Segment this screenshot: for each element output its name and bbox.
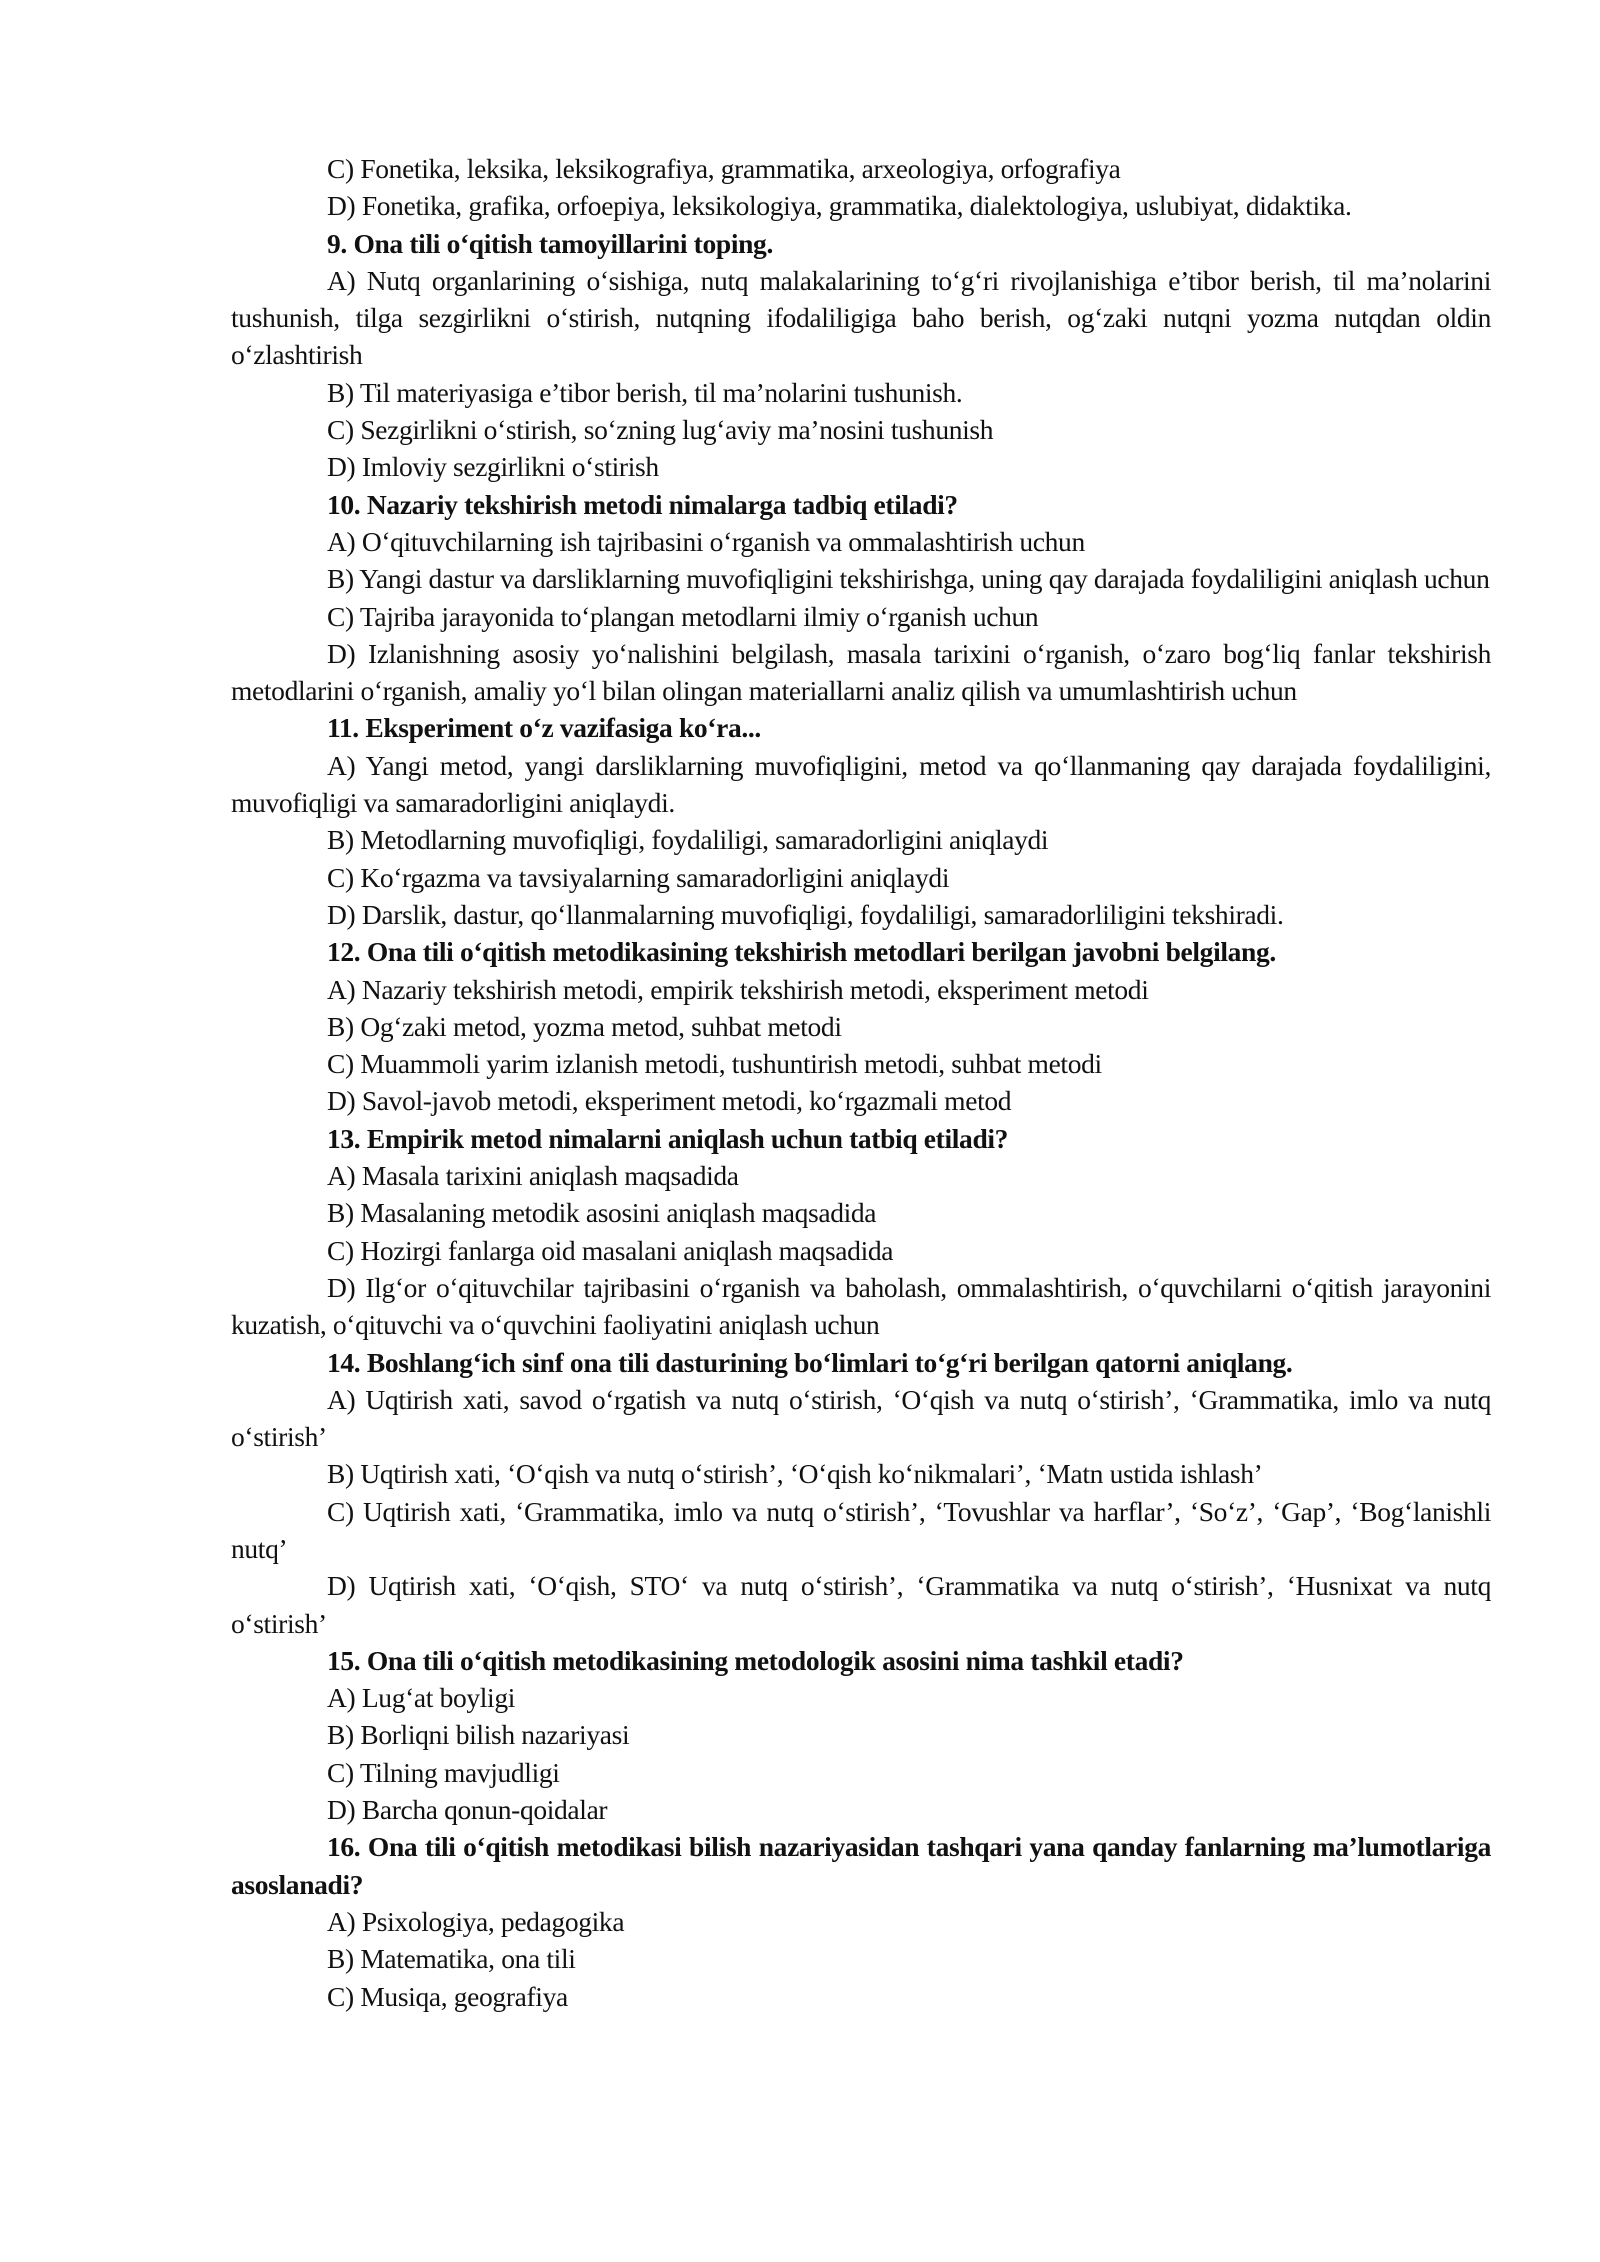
question-title: 14. Boshlang‘ich sinf ona tili dasturining bo‘limlari to‘g‘ri berilgan qatorni aniqlang. — [327, 1346, 1293, 1378]
answer-option: B) Matematika, ona tili — [327, 1943, 576, 1975]
answer-option: B) Masalaning metodik asosini aniqlash maqsadida — [327, 1197, 877, 1229]
question-11 — [231, 709, 1491, 933]
answer-option: A) Psixologiya, pedagogika — [327, 1905, 625, 1937]
question-15 — [231, 1642, 1491, 1828]
answer-option: C) Fonetika, leksika, leksikografiya, grammatika, arxeologiya, orfografiya — [327, 153, 1121, 184]
answer-option: A) Masala tarixini aniqlash maqsadida — [327, 1160, 739, 1192]
answer-option: C) Uqtirish xati, ‘Grammatika, imlo va nutq o‘stirish’, ‘Tovushlar va harflar’, ‘So‘z’, ‘Gap’, ‘Bog‘lanishli nutq’ — [231, 1495, 1491, 1564]
question-title: 9. Ona tili o‘qitish tamoyillarini toping. — [327, 227, 773, 259]
question-title: 16. Ona tili o‘qitish metodikasi bilish nazariyasidan tashqari yana qanday fanlarning ma’lumotlariga asoslanadi? — [231, 1831, 1491, 1900]
answer-option: A) O‘qituvchilarning ish tajribasini o‘rganish va ommalashtirish uchun — [327, 525, 1085, 557]
answer-option: B) Uqtirish xati, ‘O‘qish va nutq o‘stirish’, ‘O‘qish ko‘nikmalari’, ‘Matn ustida ishlash’ — [327, 1458, 1263, 1490]
answer-option: D) Uqtirish xati, ‘O‘qish, STO‘ va nutq o‘stirish’, ‘Grammatika va nutq o‘stirish’, ‘Husnixat va nutq o‘stirish’ — [231, 1570, 1491, 1639]
answer-option: C) Muammoli yarim izlanish metodi, tushuntirish metodi, suhbat metodi — [327, 1048, 1102, 1080]
answer-option: C) Sezgirlikni o‘stirish, so‘zning lug‘aviy ma’nosini tushunish — [327, 414, 994, 446]
document-body — [231, 150, 1491, 2015]
answer-option: D) Fonetika, grafika, orfoepiya, leksikologiya, grammatika, dialektologiya, uslubiyat, didaktika. — [327, 190, 1352, 222]
question-title: 13. Empirik metod nimalarni aniqlash uchun tatbiq etiladi? — [327, 1122, 1009, 1154]
answer-option: D) Izlanishning asosiy yo‘nalishini belgilash, masala tarixini o‘rganish, o‘zaro bog‘liq fanlar tekshirish metodlarini o‘rganish, amaliy yo‘l bilan olingan materiallarni analiz qilish va umumlashtirish uchun — [231, 637, 1491, 707]
answer-option: D) Savol-javob metodi, eksperiment metodi, ko‘rgazmali metod — [327, 1085, 1012, 1117]
answer-option: C) Tajriba jarayonida to‘plangan metodlarni ilmiy o‘rganish uchun — [327, 600, 1039, 632]
question-title: 15. Ona tili o‘qitish metodikasining metodologik asosini nima tashkil etadi? — [327, 1644, 1184, 1676]
answer-option: C) Ko‘rgazma va tavsiyalarning samaradorligini aniqlaydi — [327, 861, 950, 893]
answer-option: B) Borliqni bilish nazariyasi — [327, 1719, 630, 1751]
question-9 — [231, 225, 1491, 486]
answer-option: A) Yangi metod, yangi darsliklarning muvofiqligini, metod va qo‘llanmaning qay darajada foydaliligini, muvofiqligi va samaradorligini aniqlaydi. — [231, 749, 1491, 819]
question-title: 12. Ona tili o‘qitish metodikasining tekshirish metodlari berilgan javobni belgilang. — [327, 936, 1276, 968]
answer-option: B) Til materiyasiga e’tibor berish, til ma’nolarini tushunish. — [327, 376, 963, 408]
question-12 — [231, 933, 1491, 1119]
leading-options — [231, 150, 1491, 225]
answer-option: A) Uqtirish xati, savod o‘rgatish va nutq o‘stirish, ‘O‘qish va nutq o‘stirish’, ‘Grammatika, imlo va nutq o‘stirish’ — [231, 1383, 1491, 1453]
question-10 — [231, 486, 1491, 710]
answer-option: B) Og‘zaki metod, yozma metod, suhbat metodi — [327, 1010, 842, 1042]
question-14 — [231, 1344, 1491, 1642]
answer-option: B) Yangi dastur va darsliklarning muvofiqligini tekshirishga, uning qay darajada foydaliligini aniqlash uchun — [327, 563, 1490, 595]
answer-option: D) Ilg‘or o‘qituvchilar tajribasini o‘rganish va baholash, ommalashtirish, o‘quvchilarni o‘qitish jarayonini kuzatish, o‘qituvchi va o‘quvchini faoliyatini aniqlash uchun — [231, 1271, 1491, 1341]
answer-option: D) Imloviy sezgirlikni o‘stirish — [327, 451, 659, 483]
answer-option: A) Nazariy tekshirish metodi, empirik tekshirish metodi, eksperiment metodi — [327, 973, 1149, 1005]
answer-option: A) Lug‘at boyligi — [327, 1682, 516, 1714]
answer-option: C) Musiqa, geografiya — [327, 1980, 568, 2012]
question-title: 10. Nazariy tekshirish metodi nimalarga tadbiq etiladi? — [327, 488, 958, 520]
answer-option: D) Darslik, dastur, qo‘llanmalarning muvofiqligi, foydaliligi, samaradorliligini tekshiradi. — [327, 898, 1284, 930]
answer-option: D) Barcha qonun-qoidalar — [327, 1794, 608, 1826]
answer-option: C) Hozirgi fanlarga oid masalani aniqlash maqsadida — [327, 1234, 894, 1266]
question-16 — [231, 1828, 1491, 2014]
question-title: 11. Eksperiment o‘z vazifasiga ko‘ra... — [327, 712, 761, 744]
question-13 — [231, 1120, 1491, 1344]
answer-option: B) Metodlarning muvofiqligi, foydaliligi, samaradorligini aniqlaydi — [327, 824, 1049, 856]
answer-option: A) Nutq organlarining o‘sishiga, nutq malakalarining to‘g‘ri rivojlanishiga e’tibor berish, til ma’nolarini tushunish, tilga sezgirlikni o‘stirish, nutqning ifodaliligiga baho berish, og‘zaki nutqni yozma nutqdan oldin o‘zlashtirish — [231, 264, 1491, 371]
answer-option: C) Tilning mavjudligi — [327, 1756, 560, 1788]
